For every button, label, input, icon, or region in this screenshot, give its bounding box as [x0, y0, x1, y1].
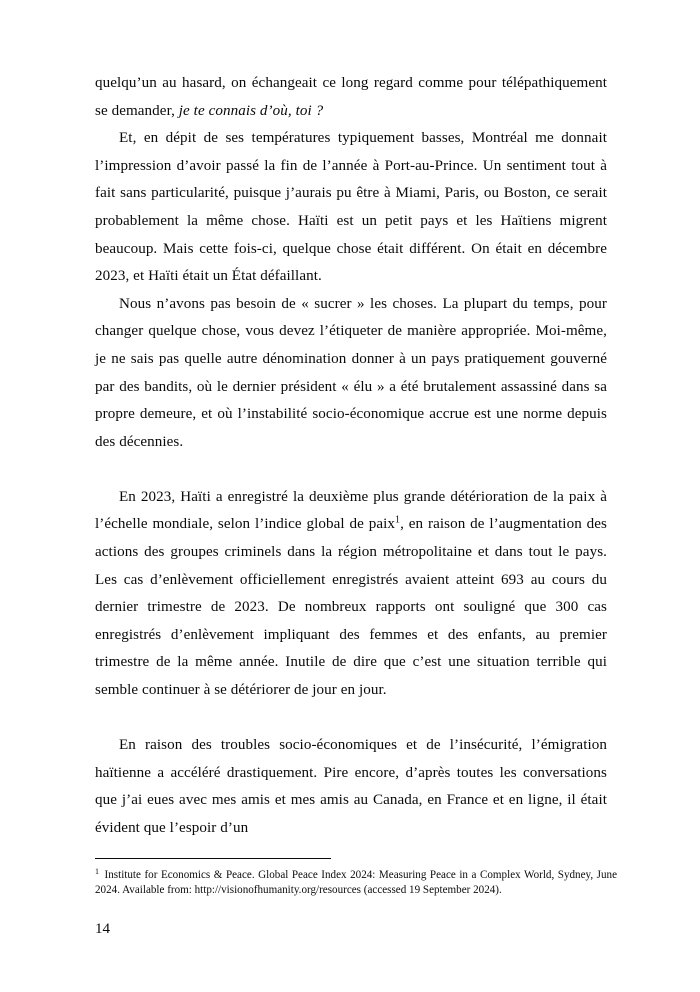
- page-number: 14: [95, 921, 111, 937]
- footnote-separator-rule: [95, 858, 331, 859]
- paragraph: Nous n’avons pas besoin de « sucrer » les choses. La plupart du temps, pour changer quelque chose, vous devez l’étiqueter de manière appropriée. Moi-même, je ne sais pas quelle autre dénomination donner à un pays pratiquement gouverné par des bandits, où le dernier président « élu » a été brutalement assassiné dans sa propre demeure, et où l’instabilité socio-économique accrue est une norme depuis des décennies.: [95, 295, 607, 450]
- footnote-reference[interactable]: 1: [395, 514, 401, 526]
- paragraph: En raison des troubles socio-économiques et de l’insécurité, l’émigration haïtienne a accéléré drastiquement. Pire encore, d’après toutes les conversations que j’ai eues avec mes amis et mes amis au Canada, en France et en ligne, il était évident que l’espoir d’un: [95, 737, 607, 836]
- paragraph: quelqu’un au hasard, on échangeait ce long regard comme pour télépathiquement se demander, je te connais d’où, toi ?: [95, 75, 607, 119]
- italic-phrase: je te connais d’où, toi ?: [178, 102, 324, 119]
- body-text-column: [95, 70, 607, 842]
- paragraph: En 2023, Haïti a enregistré la deuxième plus grande détérioration de la paix à l’échelle mondiale, selon l’indice global de paix$^1$, en raison de l’augmentation des actions des groupes criminels dans la région métropolitaine et dans tout le pays. Les cas d’enlèvement officiellement enregistrés avaient atteint 693 au cours du dernier trimestre de 2023. De nombreux rapports ont souligné que 300 cas enregistrés d’enlèvement impliquant des femmes et des enfants, au premier trimestre de la même année. Inutile de dire que c’est une situation terrible qui semble continuer à se détériorer de jour en jour.: [95, 488, 607, 698]
- footnote-marker: 1: [95, 867, 99, 877]
- paragraph: Et, en dépit de ses températures typiquement basses, Montréal me donnait l’impression d’avoir passé la fin de l’année à Port-au-Prince. Un sentiment tout à fait sans particularité, puisque j’aurais pu être à Miami, Paris, ou Boston, ce serait probablement la même chose. Haïti est un petit pays et les Haïtiens migrent beaucoup. Mais cette fois-ci, quelque chose était différent. On était en décembre 2023, et Haïti était un État défaillant.: [95, 130, 607, 285]
- footnote-area: [95, 858, 617, 898]
- footnote-entry: $^1$ Institute for Economics & Peace. Global Peace Index 2024: Measuring Peace in a Complex World, Sydney, June 2024. Available from: http://visionofhumanity.org/resources (accessed 19 September 2024).: [95, 867, 617, 897]
